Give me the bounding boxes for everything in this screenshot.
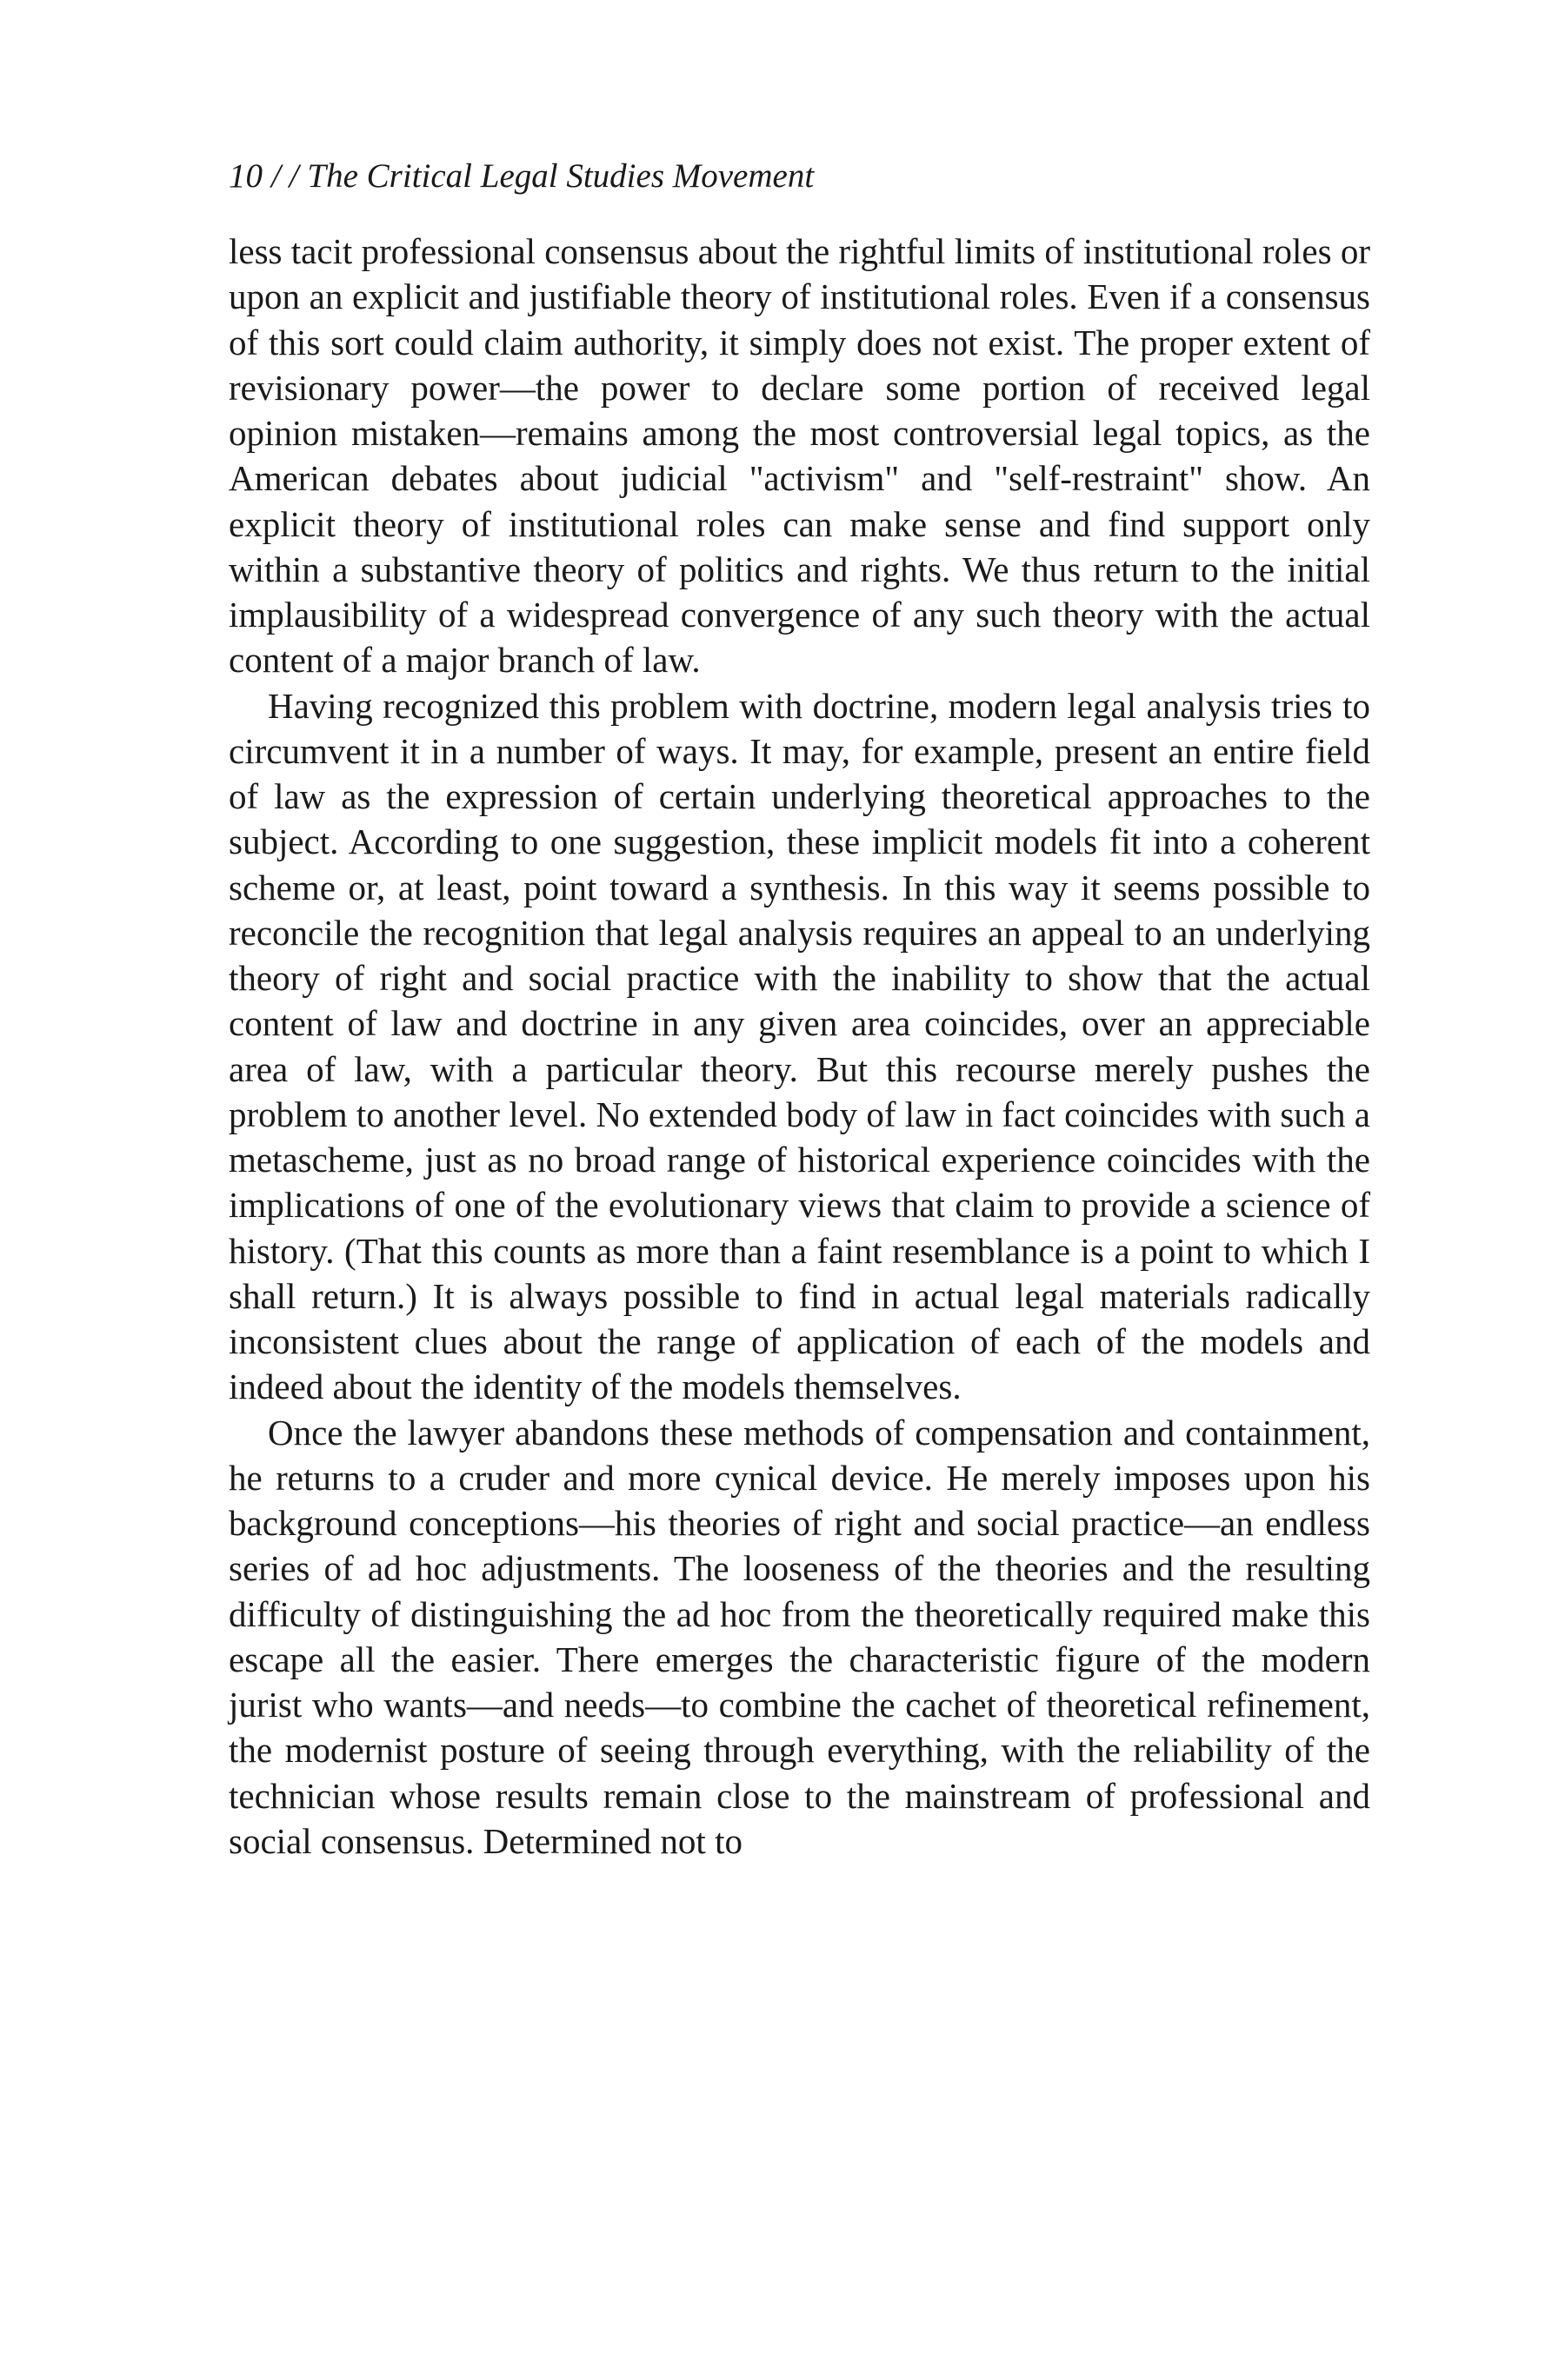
paragraph-continued: less tacit professional consensus about the rightful limits of institutional roles or upon an explicit and justifiable theory of institutional roles. Even if a consensus of this sort could claim authority, it simply does not exist. The proper extent of revisionary power—the power to declare some portion of received legal opinion mistaken—remains among the most controversial legal topics, as the American debates about judicial "activism" and "self-restraint" show. An explicit theory of institutional roles can make sense and find support only within a substantive theory of politics and rights. We thus return to the initial implausibility of a widespread convergence of any such theory with the actual content of a major branch of law.: [229, 231, 1370, 681]
body-text: [229, 229, 1370, 1864]
running-head-title: The Critical Legal Studies Movement: [307, 157, 815, 195]
paragraph: Having recognized this problem with doctrine, modern legal analysis tries to circumvent it in a number of ways. It may, for example, present an entire field of law as the expression of certain underlying theoretical approaches to the subject. According to one suggestion, these implicit models fit into a coherent scheme or, at least, point toward a synthesis. In this way it seems possible to reconcile the recognition that legal analysis requires an appeal to an underlying theory of right and social practice with the inability to show that the actual content of law and doctrine in any given area coincides, over an appreciable area of law, with a particular theory. But this recourse merely pushes the problem to another level. No extended body of law in fact coincides with such a metascheme, just as no broad range of historical experience coincides with the implications of one of the evolutionary views that claim to provide a science of history. (That this counts as more than a faint resemblance is a point to which I shall return.) It is always possible to find in actual legal materials radically inconsistent clues about the range of application of each of the models and indeed about the identity of the models themselves.: [229, 685, 1370, 1407]
running-head: [229, 156, 814, 196]
page-number: 10: [229, 157, 263, 195]
running-head-separator: / /: [271, 157, 299, 195]
paragraph: Once the lawyer abandons these methods of compensation and containment, he returns to a cruder and more cynical device. He merely imposes upon his background conceptions—his theories of right and social practice—an endless series of ad hoc adjustments. The looseness of the theories and the resulting difficulty of distinguishing the ad hoc from the theoretically required make this escape all the easier. There emerges the characteristic figure of the modern jurist who wants—and needs—to combine the cachet of theoretical refinement, the modernist posture of seeing through everything, with the reliability of the technician whose results remain close to the mainstream of professional and social consensus. Determined not to: [229, 1412, 1370, 1861]
